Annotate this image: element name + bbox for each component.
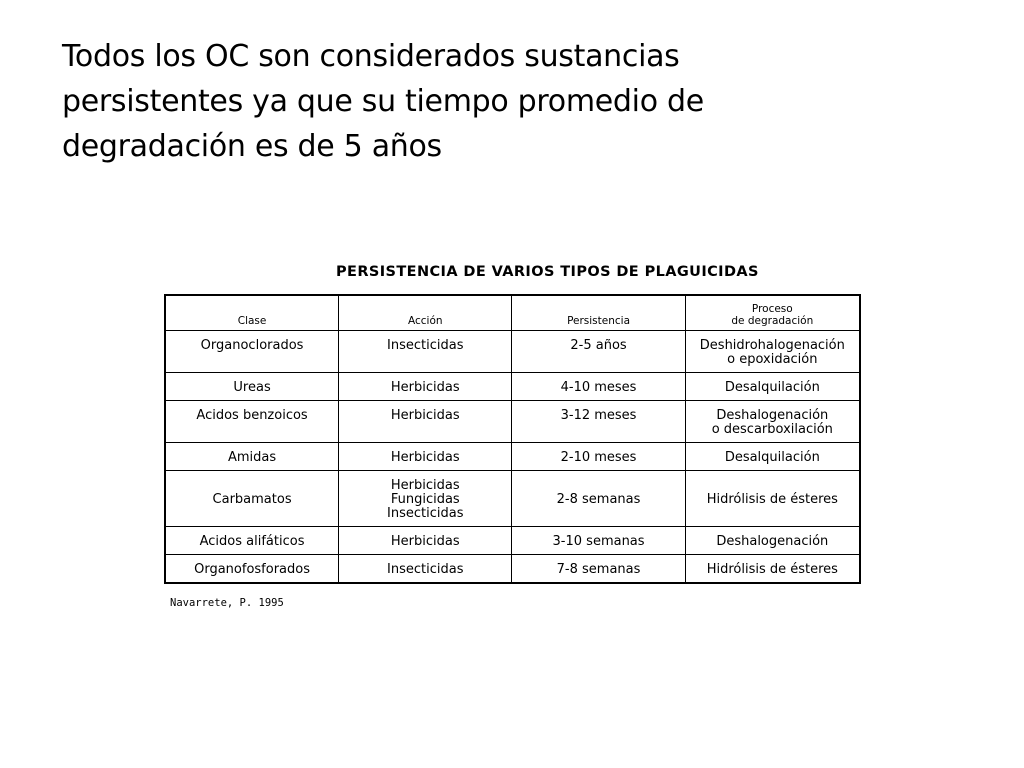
slide-title: [62, 34, 962, 169]
table-row: [165, 555, 860, 584]
cell-proceso: [685, 555, 860, 584]
pesticide-persistence-table-container: [164, 294, 861, 584]
cell-clase: Acidos benzoicos: [165, 401, 339, 443]
cell-proceso-line: Desalquilación: [724, 450, 820, 465]
cell-persistencia: 7-8 semanas: [512, 555, 685, 584]
slide-title-line: persistentes ya que su tiempo promedio de: [62, 84, 704, 119]
cell-accion: [339, 471, 512, 527]
header-clase: Clase: [165, 295, 339, 331]
cell-proceso: [685, 471, 860, 527]
table-row: [165, 527, 860, 555]
cell-persistencia: 3-10 semanas: [512, 527, 685, 555]
cell-persistencia: 3-12 meses: [512, 401, 685, 443]
cell-proceso-line: o epoxidación: [727, 352, 818, 367]
cell-proceso: [685, 401, 860, 443]
header-proceso-line: de degradación: [731, 315, 814, 327]
cell-persistencia: 4-10 meses: [512, 373, 685, 401]
cell-proceso-line: Desalquilación: [724, 380, 820, 395]
header-accion: Acción: [339, 295, 512, 331]
cell-proceso: [685, 527, 860, 555]
cell-persistencia: 2-5 años: [512, 331, 685, 373]
cell-accion-line: Herbicidas: [390, 534, 460, 549]
cell-accion-line: Fungicidas: [390, 492, 460, 507]
cell-accion: [339, 443, 512, 471]
header-proceso-line: Proceso: [751, 303, 793, 315]
citation: Navarrete, P. 1995: [170, 597, 284, 609]
cell-proceso-line: Deshidrohalogenación: [699, 338, 845, 353]
cell-proceso-line: o descarboxilación: [711, 422, 833, 437]
cell-persistencia: 2-10 meses: [512, 443, 685, 471]
cell-clase: Carbamatos: [165, 471, 339, 527]
cell-accion: [339, 331, 512, 373]
table-title: PERSISTENCIA DE VARIOS TIPOS DE PLAGUICIDAS: [336, 264, 759, 280]
cell-accion: [339, 373, 512, 401]
cell-accion-line: Herbicidas: [390, 408, 460, 423]
slide-title-line: Todos los OC son considerados sustancias: [62, 39, 680, 74]
cell-clase: Amidas: [165, 443, 339, 471]
table-row: [165, 471, 860, 527]
cell-accion-line: Insecticidas: [387, 338, 464, 353]
cell-accion: [339, 401, 512, 443]
cell-proceso-line: Hidrólisis de ésteres: [706, 562, 838, 577]
cell-clase: Organoclorados: [165, 331, 339, 373]
table-row: [165, 443, 860, 471]
table-row: [165, 401, 860, 443]
cell-proceso: [685, 331, 860, 373]
cell-clase: Organofosforados: [165, 555, 339, 584]
cell-accion-line: Insecticidas: [387, 562, 464, 577]
header-proceso: [685, 295, 860, 331]
cell-proceso: [685, 373, 860, 401]
table-row: [165, 331, 860, 373]
pesticide-persistence-table: [164, 294, 861, 584]
cell-accion-line: Herbicidas: [390, 380, 460, 395]
cell-proceso-line: Hidrólisis de ésteres: [706, 492, 838, 507]
cell-persistencia: 2-8 semanas: [512, 471, 685, 527]
cell-clase: Acidos alifáticos: [165, 527, 339, 555]
cell-clase: Ureas: [165, 373, 339, 401]
cell-accion-line: Herbicidas: [390, 478, 460, 493]
cell-accion: [339, 527, 512, 555]
table-body: [165, 331, 860, 584]
cell-accion-line: Insecticidas: [387, 506, 464, 521]
cell-accion-line: Herbicidas: [390, 450, 460, 465]
table-row: [165, 373, 860, 401]
header-persistencia: Persistencia: [512, 295, 685, 331]
cell-accion: [339, 555, 512, 584]
cell-proceso-line: Deshalogenación: [716, 534, 829, 549]
slide-title-line: degradación es de 5 años: [62, 129, 442, 164]
cell-proceso: [685, 443, 860, 471]
table-header-row: [165, 295, 860, 331]
cell-proceso-line: Deshalogenación: [716, 408, 829, 423]
